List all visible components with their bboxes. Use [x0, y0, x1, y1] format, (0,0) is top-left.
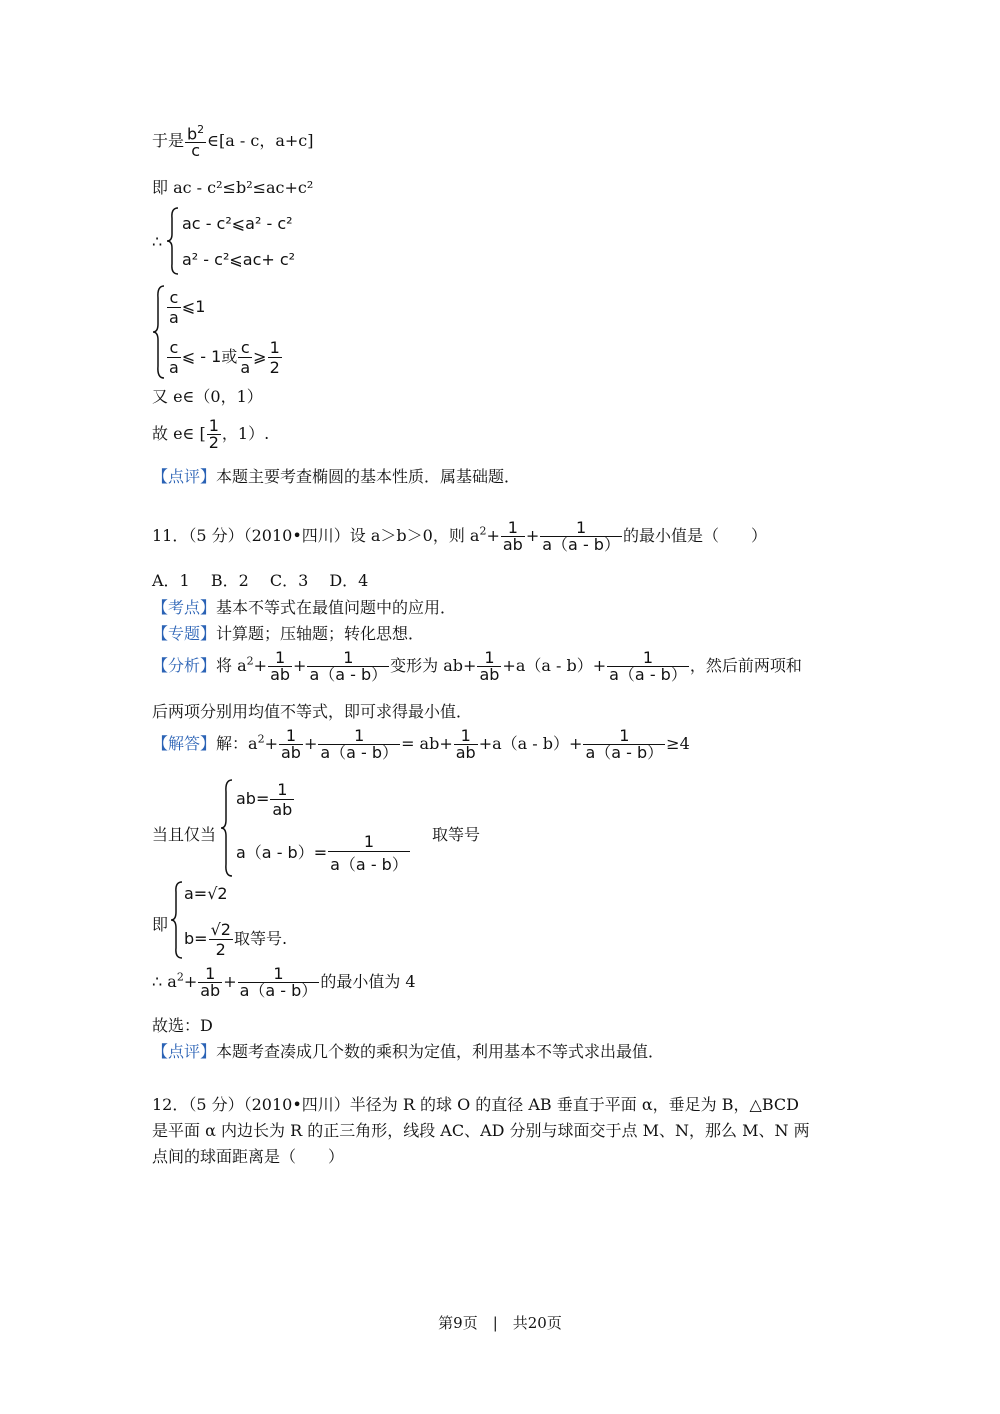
left-brace	[152, 284, 166, 380]
fenxi-line-2: 后两项分别用均值不等式，即可求得最小值．	[152, 702, 473, 721]
q12-line-3: 点间的球面距离是（ ）	[152, 1147, 345, 1166]
text: ∈[a - c，a+c]	[207, 131, 314, 151]
fraction: $\frac{1}{a(a - b)}$	[585, 726, 664, 762]
system-1	[152, 206, 452, 276]
line-so: 故 e∈ [ $\frac{1}{2}$ ，1）.	[152, 416, 270, 452]
fraction: $\frac{1}{ab}$	[272, 780, 293, 819]
fraction: $\frac{1}{ab}$	[479, 648, 500, 684]
system-row: a² - c²⩽ac+ c²	[182, 250, 296, 269]
conclusion-line: ∴ $a^2+$ $\frac{1}{ab}$ + $\frac{1}{a(a - b)}$ 的最小值为 4	[152, 964, 416, 1000]
fraction: $\frac{c}{a}$	[169, 288, 179, 327]
system-2	[152, 284, 452, 380]
left-brace	[166, 206, 180, 276]
result-system: 即 a=√2 b= $\frac{√2}{2}$ 取等号.	[152, 880, 452, 960]
jieda-line: 【解答】解：$a^2+$ $\frac{1}{ab}$ + $\frac{1}{a(a - b)}$ = ab+ $\frac{1}{ab}$ +a（a - b）+ $\frac{1}{a(a - b)}$ ≥4	[152, 726, 690, 762]
fraction: $\frac{1}{2}$	[269, 338, 280, 377]
system-row: b= $\frac{√2}{2}$ 取等号.	[184, 920, 288, 959]
fraction: $\frac{c}{a}$	[240, 338, 251, 377]
equality-condition-system: 当且仅当 ab= $\frac{1}{ab}$ a（a - b）= $\frac{1}{a(a - b)}$ 取等号	[152, 778, 572, 878]
left-brace	[220, 778, 234, 878]
fraction: $\frac{1}{ab}$	[502, 518, 523, 554]
q12-line-2: 是平面 α 内边长为 R 的正三角形，线段 AC、AD 分别与球面交于点 M、N，那么 M、N 两	[152, 1121, 810, 1140]
line-also: 又 e∈（0，1）	[152, 387, 263, 406]
fraction: $\frac{1}{a(a - b)}$	[542, 518, 620, 554]
system-row: a（a - b）= $\frac{1}{a(a - b)}$	[236, 832, 408, 874]
q11-options: A．1 B．2 C．3 D．4	[152, 571, 369, 590]
page-footer: 第9页 | 共20页	[438, 1314, 562, 1332]
text: 于是	[152, 131, 185, 151]
fraction: $\frac{√2}{2}$	[210, 920, 231, 959]
fraction: $\frac{1}{a(a - b)}$	[609, 648, 687, 684]
system-row: ab= $\frac{1}{ab}$	[236, 780, 293, 819]
left-brace	[170, 880, 184, 960]
fraction: $\frac{1}{a(a - b)}$	[330, 832, 408, 874]
kaodian-line: 【考点】基本不等式在最值问题中的应用．	[152, 598, 457, 617]
dianping-line: 【点评】本题考查凑成几个数的乘积为定值，利用基本不等式求出最值．	[152, 1042, 665, 1061]
fraction: $\frac{1}{ab}$	[280, 726, 301, 762]
fraction: $\frac{1}{a(a - b)}$	[309, 648, 388, 684]
fraction: $\frac{c}{a}$	[169, 338, 179, 377]
comment-line: 【点评】本题主要考查椭圆的基本性质．属基础题．	[152, 467, 521, 486]
system-row: $\frac{c}{a}$ ⩽ - 1或 $\frac{c}{a}$ ⩾ $\frac{1}{2}$	[169, 338, 280, 377]
fraction: $\frac{1}{a(a - b)}$	[239, 964, 318, 1000]
zhuanti-line: 【专题】计算题；压轴题；转化思想．	[152, 624, 425, 643]
fraction: $\frac{1}{a(a - b)}$	[320, 726, 399, 762]
line-ji: 即 ac - c²≤b²≤ac+c²	[152, 178, 314, 197]
fraction: $\frac{1}{ab}$	[200, 964, 221, 1000]
system-row: ac - c²⩽a² - c²	[182, 214, 293, 233]
answer-line: 故选：D	[152, 1016, 213, 1035]
comment-tag: 【点评】	[152, 467, 217, 486]
fraction: $\frac{1}{ab}$	[270, 648, 291, 684]
fraction: $\frac{1}{ab}$	[455, 726, 476, 762]
line-yushi	[152, 124, 314, 159]
system-row: a=√2	[184, 884, 228, 903]
q12-line-1: 12．（5 分）（2010•四川）半径为 R 的球 O 的直径 AB 垂直于平面 α，垂足为 B，△BCD	[152, 1095, 799, 1114]
fenxi-line: 【分析】将 $a^2+$ $\frac{1}{ab}$ + $\frac{1}{a(a - b)}$ 变形为 ab+ $\frac{1}{ab}$ +a（a - b）+ $\frac{1}{a(a - b)}$ ，然后前两项和	[152, 648, 802, 684]
fraction: $\frac{1}{2}$	[208, 416, 219, 452]
fraction: $\frac{b^2}{c}$	[187, 123, 205, 161]
q11-stem: 11．（5 分）（2010•四川）设 a＞b＞0，则 $a^2+$ $\frac{1}{ab}$ + $\frac{1}{a(a - b)}$ 的最小值是（ ）	[152, 518, 767, 554]
therefore-symbol: ∴	[152, 232, 163, 251]
system-row: $\frac{c}{a}$ ⩽1	[169, 288, 206, 327]
